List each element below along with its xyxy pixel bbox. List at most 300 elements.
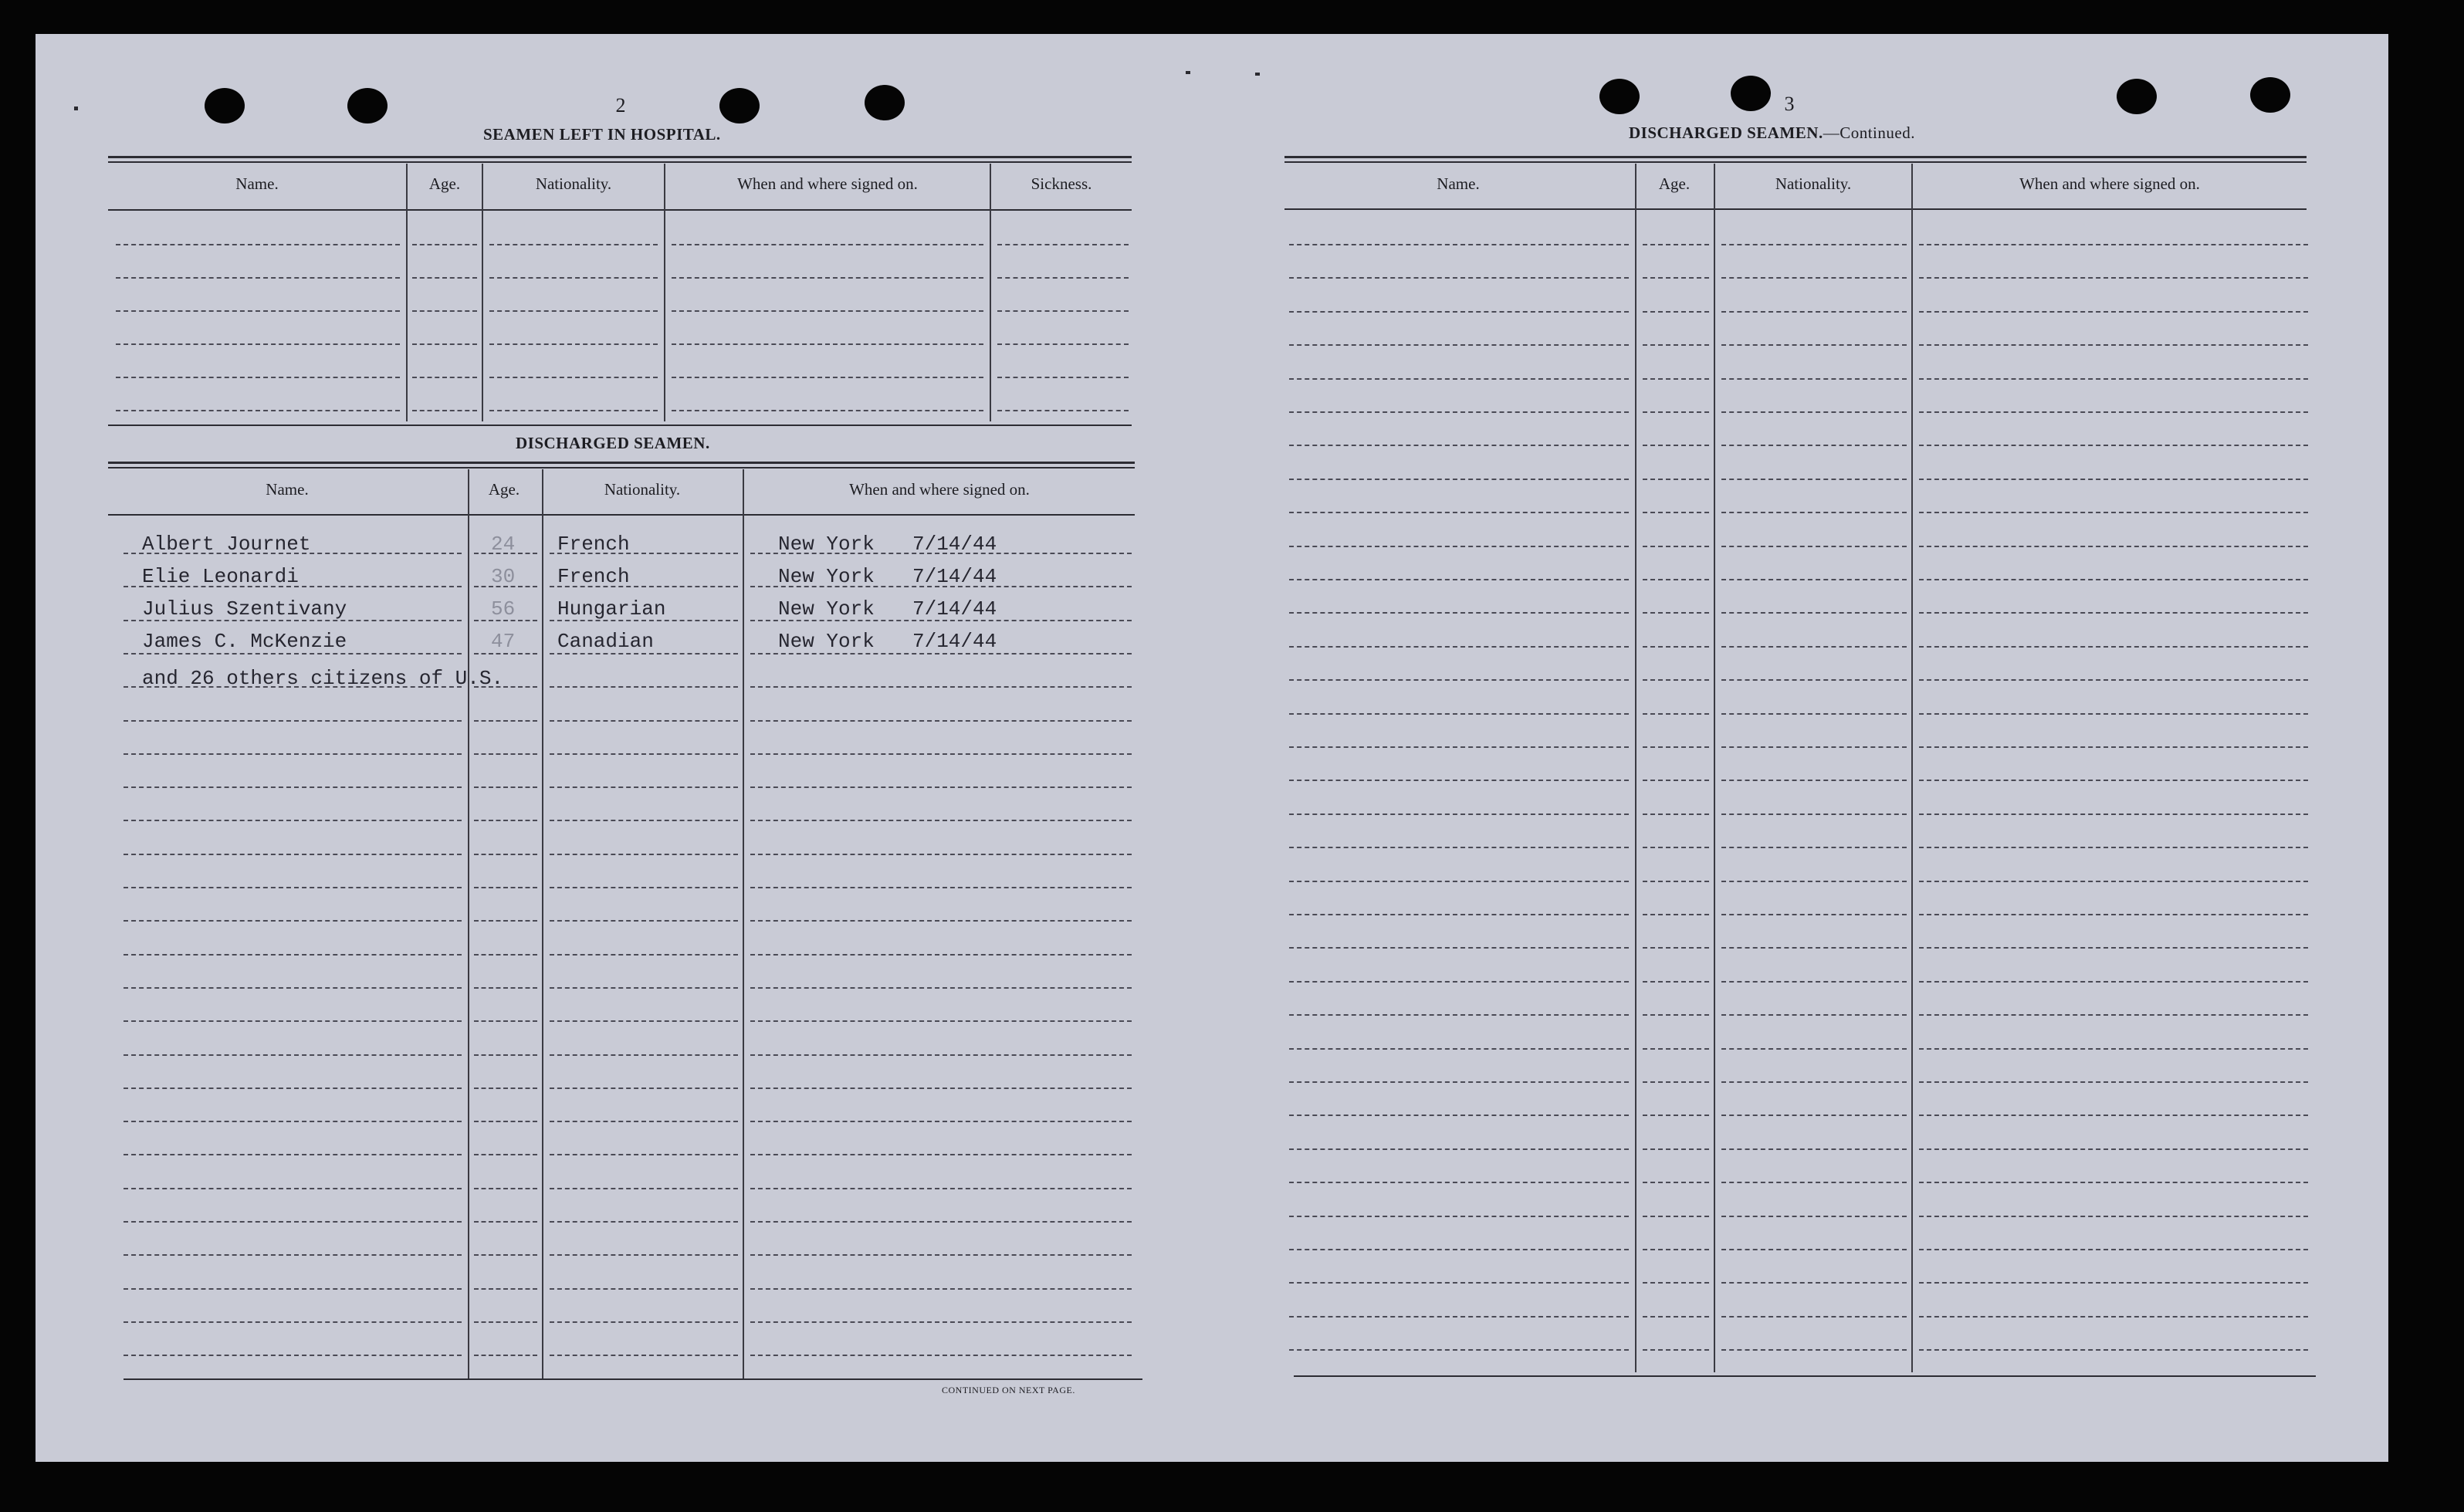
ruled-line xyxy=(1919,1115,2308,1116)
ruled-line xyxy=(1919,546,2308,547)
ruled-line xyxy=(550,887,738,888)
ruled-line xyxy=(474,720,537,722)
ruled-line xyxy=(1289,445,1629,446)
ruled-line xyxy=(1721,814,1907,815)
ruled-line xyxy=(1643,277,1709,279)
ruled-line xyxy=(1721,411,1907,413)
signed-on-date: 7/14/44 xyxy=(912,533,997,556)
ruled-line xyxy=(1643,1048,1709,1050)
punch-hole xyxy=(2117,79,2157,114)
ruled-line xyxy=(1919,1081,2308,1083)
ruled-line xyxy=(124,1054,462,1056)
ruled-line xyxy=(1721,881,1907,882)
seaman-name: Elie Leonardi xyxy=(142,565,299,588)
ruled-line xyxy=(1289,344,1629,346)
punch-hole xyxy=(2250,77,2290,113)
ruled-line xyxy=(474,786,537,788)
punch-hole xyxy=(347,88,388,123)
ruled-line xyxy=(1643,612,1709,614)
ruled-line xyxy=(474,820,537,821)
ruled-line xyxy=(474,920,537,922)
ruled-line xyxy=(474,1154,537,1155)
column-header-sickness: Sickness. xyxy=(1031,174,1092,193)
ruled-line xyxy=(1289,411,1629,413)
ruled-line xyxy=(124,653,462,655)
ruled-line xyxy=(550,1087,738,1089)
ruled-line xyxy=(550,753,738,755)
punch-hole xyxy=(205,88,245,123)
ruled-line xyxy=(1289,1048,1629,1050)
ruled-line xyxy=(1919,512,2308,513)
signed-on-date: 7/14/44 xyxy=(912,597,997,621)
ruled-line xyxy=(1721,1216,1907,1217)
ruled-line xyxy=(1643,311,1709,313)
ruled-line xyxy=(1643,244,1709,245)
ruled-line xyxy=(1643,445,1709,446)
column-divider xyxy=(990,164,991,421)
ruled-line xyxy=(1919,646,2308,648)
page-number: 2 xyxy=(615,94,626,117)
ruled-line xyxy=(124,1020,462,1022)
ruled-line xyxy=(750,653,1132,655)
ruled-line xyxy=(1643,814,1709,815)
ruled-line xyxy=(997,244,1129,245)
ruled-line xyxy=(1289,311,1629,313)
signed-on-date: 7/14/44 xyxy=(912,565,997,588)
ruled-line xyxy=(1289,713,1629,715)
ruled-line xyxy=(474,854,537,855)
ruled-line xyxy=(1919,1282,2308,1284)
ruled-line xyxy=(1721,1081,1907,1083)
ruled-line xyxy=(1643,914,1709,915)
ruled-line xyxy=(550,920,738,922)
ruled-line xyxy=(1721,1182,1907,1183)
ruled-line xyxy=(1643,1249,1709,1250)
ruled-line xyxy=(1289,746,1629,748)
ruled-line xyxy=(1289,612,1629,614)
ruled-line xyxy=(1919,244,2308,245)
seaman-age: 47 xyxy=(491,630,516,653)
column-header-name: Name. xyxy=(266,480,309,499)
ruled-line xyxy=(1919,344,2308,346)
ruled-line xyxy=(1919,445,2308,446)
ruled-line xyxy=(124,1121,462,1122)
ruled-line xyxy=(1721,1282,1907,1284)
ruled-line xyxy=(124,1188,462,1189)
column-divider xyxy=(1911,164,1913,1372)
signed-on-place: New York xyxy=(778,630,875,653)
column-header-nationality: Nationality. xyxy=(535,174,612,193)
ruled-line xyxy=(489,244,658,245)
ruled-line xyxy=(116,244,400,245)
ruled-line xyxy=(474,1254,537,1256)
ruled-line xyxy=(1643,981,1709,983)
column-header-signed-on: When and where signed on. xyxy=(849,480,1030,499)
ruled-line xyxy=(474,1355,537,1356)
header-rule xyxy=(108,209,1132,211)
ruled-line xyxy=(474,1087,537,1089)
seaman-name: Julius Szentivany xyxy=(142,597,347,621)
ruled-line xyxy=(750,686,1132,688)
ruled-line xyxy=(750,887,1132,888)
ruled-line xyxy=(1919,1249,2308,1250)
seaman-age: 30 xyxy=(491,565,516,588)
ruled-line xyxy=(1919,579,2308,580)
ruled-line xyxy=(1721,1148,1907,1150)
ruled-line xyxy=(116,377,400,378)
header-rule xyxy=(1284,208,2307,210)
ruled-line xyxy=(1919,612,2308,614)
ruled-line xyxy=(124,1087,462,1089)
speck xyxy=(74,107,78,110)
ruled-line xyxy=(750,1188,1132,1189)
ruled-line xyxy=(1643,1216,1709,1217)
ruled-line xyxy=(1919,411,2308,413)
ruled-line xyxy=(1643,947,1709,949)
discharged-continued-title: DISCHARGED SEAMEN.—Continued. xyxy=(1629,123,1915,142)
header-rule xyxy=(108,514,1135,516)
ruled-line xyxy=(412,410,477,411)
column-header-name: Name. xyxy=(235,174,279,193)
ruled-line xyxy=(1721,1048,1907,1050)
ruled-line xyxy=(750,1020,1132,1022)
ruled-line xyxy=(474,753,537,755)
ruled-line xyxy=(124,820,462,821)
ruled-line xyxy=(1919,1148,2308,1150)
ruled-line xyxy=(672,410,983,411)
ruled-line xyxy=(550,854,738,855)
ruled-line xyxy=(1289,512,1629,513)
table-bottom-rule xyxy=(124,1378,1142,1380)
ruled-line xyxy=(1721,646,1907,648)
ruled-line xyxy=(550,987,738,989)
column-header-age: Age. xyxy=(428,174,461,193)
ruled-line xyxy=(1919,981,2308,983)
table-bottom-rule xyxy=(1294,1375,2316,1377)
ruled-line xyxy=(1289,1148,1629,1150)
punch-hole xyxy=(1599,79,1640,114)
ruled-line xyxy=(1919,277,2308,279)
ruled-line xyxy=(124,987,462,989)
ruled-line xyxy=(124,1254,462,1256)
ruled-line xyxy=(124,753,462,755)
ruled-line xyxy=(1643,411,1709,413)
ruled-line xyxy=(1643,679,1709,681)
ruled-line xyxy=(1721,679,1907,681)
ruled-line xyxy=(997,377,1129,378)
ruled-line xyxy=(550,1188,738,1189)
ruled-line xyxy=(750,820,1132,821)
section-rule xyxy=(108,425,1132,426)
seaman-nationality: French xyxy=(557,533,630,556)
ruled-line xyxy=(1289,1316,1629,1318)
seaman-age: 24 xyxy=(491,533,516,556)
ruled-line xyxy=(1721,1014,1907,1016)
ruled-line xyxy=(124,1154,462,1155)
column-divider xyxy=(664,164,665,421)
ruled-line xyxy=(1721,479,1907,480)
continued-note: CONTINUED ON NEXT PAGE. xyxy=(942,1385,1075,1395)
column-header-nationality: Nationality. xyxy=(604,480,681,499)
ruled-line xyxy=(750,1054,1132,1056)
table-top-rule xyxy=(108,467,1135,468)
ruled-line xyxy=(672,277,983,279)
ruled-line xyxy=(1919,1216,2308,1217)
ruled-line xyxy=(1289,814,1629,815)
ruled-line xyxy=(550,1054,738,1056)
ruled-line xyxy=(1919,1182,2308,1183)
ruled-line xyxy=(1721,512,1907,513)
ruled-line xyxy=(489,343,658,345)
punch-hole xyxy=(865,85,905,120)
column-divider xyxy=(1635,164,1636,1372)
ruled-line xyxy=(474,1221,537,1223)
ruled-line xyxy=(116,277,400,279)
ruled-line xyxy=(412,377,477,378)
ruled-line xyxy=(750,786,1132,788)
seaman-nationality: Canadian xyxy=(557,630,654,653)
ruled-line xyxy=(412,310,477,312)
additional-seamen-note: and 26 others citizens of U.S. xyxy=(142,667,504,690)
ruled-line xyxy=(1721,344,1907,346)
signed-on-place: New York xyxy=(778,565,875,588)
ruled-line xyxy=(1721,847,1907,848)
ruled-line xyxy=(1721,1316,1907,1318)
ruled-line xyxy=(1289,479,1629,480)
ruled-line xyxy=(750,1087,1132,1089)
seaman-age: 56 xyxy=(491,597,516,621)
ruled-line xyxy=(1289,1115,1629,1116)
column-divider xyxy=(743,469,744,1378)
ruled-line xyxy=(124,1321,462,1323)
ruled-line xyxy=(1289,981,1629,983)
ruled-line xyxy=(1289,1081,1629,1083)
ruled-line xyxy=(1643,1148,1709,1150)
ruled-line xyxy=(750,1221,1132,1223)
ruled-line xyxy=(1289,1182,1629,1183)
ruled-line xyxy=(1721,1115,1907,1116)
discharged-section-title: DISCHARGED SEAMEN. xyxy=(516,434,710,452)
ruled-line xyxy=(1919,479,2308,480)
ruled-line xyxy=(1919,1014,2308,1016)
signed-on-place: New York xyxy=(778,533,875,556)
ruled-line xyxy=(116,310,400,312)
ruled-line xyxy=(1643,512,1709,513)
ruled-line xyxy=(550,1288,738,1290)
ruled-line xyxy=(1919,847,2308,848)
ruled-line xyxy=(1289,1249,1629,1250)
sheet-edge xyxy=(2316,108,2385,1459)
table-top-rule xyxy=(108,161,1132,163)
ruled-line xyxy=(1919,746,2308,748)
ruled-line xyxy=(997,310,1129,312)
ruled-line xyxy=(1643,1115,1709,1116)
column-header-signed-on: When and where signed on. xyxy=(737,174,918,193)
ruled-line xyxy=(116,343,400,345)
ruled-line xyxy=(474,1054,537,1056)
table-top-rule xyxy=(108,462,1135,464)
ruled-line xyxy=(550,653,738,655)
ruled-line xyxy=(1289,646,1629,648)
ruled-line xyxy=(1721,713,1907,715)
ruled-line xyxy=(412,343,477,345)
ruled-line xyxy=(124,954,462,956)
ruled-line xyxy=(1289,914,1629,915)
column-header-age: Age. xyxy=(1658,174,1691,193)
ruled-line xyxy=(1643,847,1709,848)
page-number: 3 xyxy=(1784,93,1795,115)
ruled-line xyxy=(1289,1014,1629,1016)
ruled-line xyxy=(1721,277,1907,279)
ruled-line xyxy=(1289,546,1629,547)
ruled-line xyxy=(1643,1014,1709,1016)
column-divider xyxy=(1714,164,1715,1372)
ruled-line xyxy=(1919,679,2308,681)
ruled-line xyxy=(750,753,1132,755)
ruled-line xyxy=(1919,311,2308,313)
ruled-line xyxy=(474,1321,537,1323)
ruled-line xyxy=(1643,713,1709,715)
ruled-line xyxy=(1721,612,1907,614)
ruled-line xyxy=(1919,881,2308,882)
ruled-line xyxy=(1721,244,1907,245)
ruled-line xyxy=(474,987,537,989)
ruled-line xyxy=(1721,746,1907,748)
ruled-line xyxy=(1919,1048,2308,1050)
ruled-line xyxy=(124,1221,462,1223)
ruled-line xyxy=(1289,378,1629,380)
ruled-line xyxy=(1289,1282,1629,1284)
ruled-line xyxy=(489,310,658,312)
ruled-line xyxy=(1289,679,1629,681)
ruled-line xyxy=(750,1355,1132,1356)
ruled-line xyxy=(124,1355,462,1356)
ruled-line xyxy=(1643,1182,1709,1183)
ruled-line xyxy=(124,854,462,855)
ruled-line xyxy=(750,854,1132,855)
ruled-line xyxy=(1643,378,1709,380)
column-divider xyxy=(542,469,543,1378)
ruled-line xyxy=(750,1121,1132,1122)
ruled-line xyxy=(750,1288,1132,1290)
ruled-line xyxy=(1919,814,2308,815)
ruled-line xyxy=(550,1020,738,1022)
seaman-name: James C. McKenzie xyxy=(142,630,347,653)
ruled-line xyxy=(550,1254,738,1256)
ruled-line xyxy=(1919,378,2308,380)
ruled-line xyxy=(550,720,738,722)
column-header-nationality: Nationality. xyxy=(1775,174,1852,193)
column-header-age: Age. xyxy=(488,480,520,499)
ruled-line xyxy=(672,310,983,312)
ruled-line xyxy=(997,410,1129,411)
ruled-line xyxy=(474,1121,537,1122)
ruled-line xyxy=(550,1221,738,1223)
ruled-line xyxy=(1289,1349,1629,1351)
ruled-line xyxy=(1919,1316,2308,1318)
ruled-line xyxy=(1643,344,1709,346)
ruled-line xyxy=(550,1321,738,1323)
ruled-line xyxy=(1721,1349,1907,1351)
table-top-rule xyxy=(1284,161,2307,163)
ruled-line xyxy=(124,920,462,922)
ruled-line xyxy=(1721,947,1907,949)
ruled-line xyxy=(474,1288,537,1290)
ruled-line xyxy=(1721,445,1907,446)
ruled-line xyxy=(1289,277,1629,279)
ruled-line xyxy=(489,377,658,378)
ruled-line xyxy=(1289,244,1629,245)
ruled-line xyxy=(550,820,738,821)
ruled-line xyxy=(1919,1349,2308,1351)
ruled-line xyxy=(1289,847,1629,848)
ruled-line xyxy=(1919,914,2308,915)
ruled-line xyxy=(1721,780,1907,781)
ruled-line xyxy=(1721,378,1907,380)
ruled-line xyxy=(489,277,658,279)
ruled-line xyxy=(412,244,477,245)
ruled-line xyxy=(550,1121,738,1122)
punch-hole xyxy=(719,88,760,123)
speck xyxy=(1186,71,1190,74)
ruled-line xyxy=(1289,1216,1629,1217)
ruled-line xyxy=(1643,1282,1709,1284)
ruled-line xyxy=(672,377,983,378)
ruled-line xyxy=(1643,746,1709,748)
ruled-line xyxy=(474,954,537,956)
column-divider xyxy=(468,469,469,1378)
seaman-nationality: French xyxy=(557,565,630,588)
ruled-line xyxy=(1919,713,2308,715)
table-top-rule xyxy=(108,156,1132,158)
ruled-line xyxy=(1643,881,1709,882)
ruled-line xyxy=(1643,1081,1709,1083)
ruled-line xyxy=(750,954,1132,956)
ruled-line xyxy=(1289,881,1629,882)
ruled-line xyxy=(750,1254,1132,1256)
ruled-line xyxy=(1289,780,1629,781)
signed-on-date: 7/14/44 xyxy=(912,630,997,653)
ruled-line xyxy=(550,954,738,956)
ruled-line xyxy=(412,277,477,279)
ruled-line xyxy=(550,1355,738,1356)
punch-hole xyxy=(1731,76,1771,111)
ruled-line xyxy=(550,786,738,788)
ruled-line xyxy=(1289,947,1629,949)
ruled-line xyxy=(124,720,462,722)
ruled-line xyxy=(124,1288,462,1290)
ruled-line xyxy=(1721,914,1907,915)
ruled-line xyxy=(672,343,983,345)
column-header-name: Name. xyxy=(1437,174,1480,193)
hospital-section-title: SEAMEN LEFT IN HOSPITAL. xyxy=(483,125,721,144)
ruled-line xyxy=(672,244,983,245)
ruled-line xyxy=(1721,981,1907,983)
ruled-line xyxy=(550,1154,738,1155)
ruled-line xyxy=(1643,546,1709,547)
ruled-line xyxy=(1721,546,1907,547)
column-header-signed-on: When and where signed on. xyxy=(2019,174,2200,193)
ruled-line xyxy=(474,1188,537,1189)
ruled-line xyxy=(997,343,1129,345)
ruled-line xyxy=(1643,1349,1709,1351)
ruled-line xyxy=(489,410,658,411)
ruled-line xyxy=(1721,579,1907,580)
ruled-line xyxy=(750,1154,1132,1155)
column-divider xyxy=(406,164,408,421)
ruled-line xyxy=(124,887,462,888)
column-divider xyxy=(482,164,483,421)
